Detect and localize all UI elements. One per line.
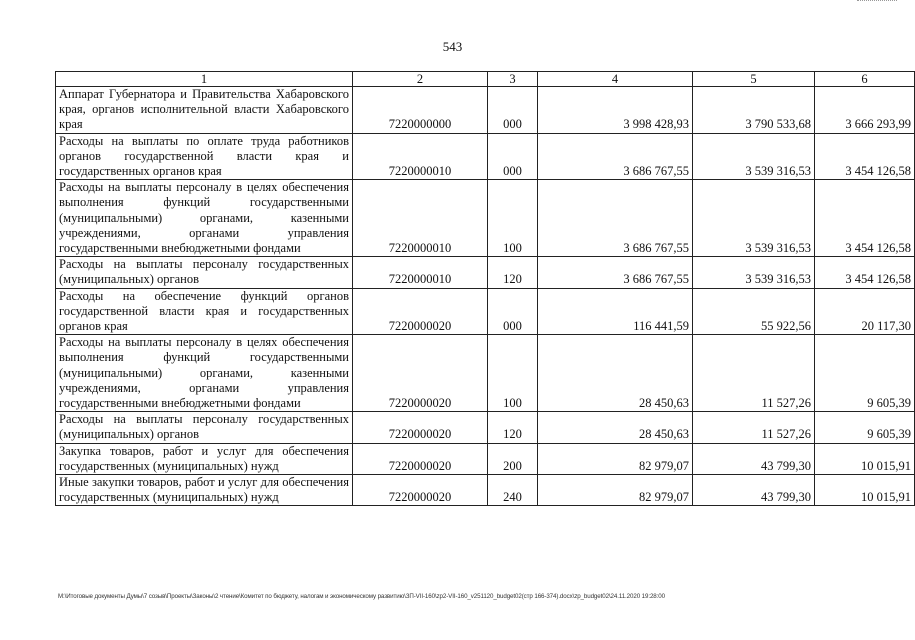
row-value-col6: 10 015,91 (815, 475, 915, 506)
row-target-code: 7220000010 (353, 133, 488, 180)
row-value-col6: 3 454 126,58 (815, 257, 915, 288)
row-value-col4: 82 979,07 (538, 475, 693, 506)
row-value-col6: 3 454 126,58 (815, 180, 915, 257)
row-value-col5: 3 539 316,53 (693, 257, 815, 288)
row-target-code: 7220000010 (353, 180, 488, 257)
row-value-col5: 3 790 533,68 (693, 87, 815, 134)
table-row (56, 288, 915, 335)
row-value-col4: 3 686 767,55 (538, 180, 693, 257)
row-target-code: 7220000000 (353, 87, 488, 134)
header-col-5: 5 (693, 72, 815, 87)
row-target-code: 7220000020 (353, 475, 488, 506)
row-value-col5: 11 527,26 (693, 412, 815, 443)
table-row (56, 475, 915, 506)
row-value-col6: 20 117,30 (815, 288, 915, 335)
row-value-col4: 3 998 428,93 (538, 87, 693, 134)
row-target-code: 7220000020 (353, 288, 488, 335)
row-value-col6: 3 666 293,99 (815, 87, 915, 134)
row-expense-type: 100 (488, 180, 538, 257)
row-target-code: 7220000020 (353, 335, 488, 412)
row-expense-type: 120 (488, 257, 538, 288)
row-expense-type: 240 (488, 475, 538, 506)
page-number: 543 (442, 39, 463, 54)
row-expense-type: 000 (488, 133, 538, 180)
table-row (56, 87, 915, 134)
row-value-col6: 9 605,39 (815, 335, 915, 412)
row-name: Расходы на выплаты по оплате труда работников органов государственной власти края и государственных органов края (56, 133, 353, 180)
document-file-path: M:\Итоговые документы Думы\7 созыв\Проекты\Законы\2 чтение\Комитет по бюджету, налогам и экономическому развитию\ЗП-VII-160\zp2-VII-160_v251120_budget02(стр 166-374).docx\zp_budget02\24.11.2020 19:28:00 (58, 593, 665, 600)
row-value-col5: 3 539 316,53 (693, 180, 815, 257)
table-row (56, 335, 915, 412)
row-value-col5: 43 799,30 (693, 475, 815, 506)
row-expense-type: 200 (488, 443, 538, 474)
row-target-code: 7220000010 (353, 257, 488, 288)
header-col-3: 3 (488, 72, 538, 87)
row-value-col6: 9 605,39 (815, 412, 915, 443)
table-row (56, 443, 915, 474)
row-name: Расходы на выплаты персоналу государственных (муниципальных) органов (56, 257, 353, 288)
row-value-col5: 43 799,30 (693, 443, 815, 474)
row-value-col6: 10 015,91 (815, 443, 915, 474)
row-value-col4: 28 450,63 (538, 335, 693, 412)
header-row (56, 72, 915, 87)
row-name: Расходы на выплаты персоналу государственных (муниципальных) органов (56, 412, 353, 443)
row-expense-type: 120 (488, 412, 538, 443)
header-col-1: 1 (56, 72, 353, 87)
row-value-col4: 3 686 767,55 (538, 133, 693, 180)
row-value-col4: 82 979,07 (538, 443, 693, 474)
header-col-6: 6 (815, 72, 915, 87)
row-target-code: 7220000020 (353, 412, 488, 443)
table-row (56, 180, 915, 257)
row-name: Закупка товаров, работ и услуг для обеспечения государственных (муниципальных) нужд (56, 443, 353, 474)
row-value-col4: 28 450,63 (538, 412, 693, 443)
row-value-col4: 116 441,59 (538, 288, 693, 335)
row-target-code: 7220000020 (353, 443, 488, 474)
row-expense-type: 000 (488, 288, 538, 335)
row-name: Расходы на выплаты персоналу в целях обеспечения выполнения функций государственными (муниципальными) органами, казенными учреждениями, органами управления государственными внебюджетными фондами (56, 335, 353, 412)
row-name: Иные закупки товаров, работ и услуг для обеспечения государственных (муниципальных) нужд (56, 475, 353, 506)
header-col-2: 2 (353, 72, 488, 87)
row-expense-type: 100 (488, 335, 538, 412)
row-value-col6: 3 454 126,58 (815, 133, 915, 180)
row-name: Расходы на выплаты персоналу в целях обеспечения выполнения функций государственными (муниципальными) органами, казенными учреждениями, органами управления государственными внебюджетными фондами (56, 180, 353, 257)
row-value-col5: 11 527,26 (693, 335, 815, 412)
row-name: Расходы на обеспечение функций органов государственной власти края и государственных органов края (56, 288, 353, 335)
row-name: Аппарат Губернатора и Правительства Хабаровского края, органов исполнительной власти Хабаровского края (56, 87, 353, 134)
row-value-col5: 3 539 316,53 (693, 133, 815, 180)
table-row (56, 412, 915, 443)
header-col-4: 4 (538, 72, 693, 87)
table-row (56, 133, 915, 180)
budget-table (55, 71, 915, 506)
row-value-col5: 55 922,56 (693, 288, 815, 335)
row-expense-type: 000 (488, 87, 538, 134)
row-value-col4: 3 686 767,55 (538, 257, 693, 288)
table-row (56, 257, 915, 288)
top-edge-mark (857, 0, 897, 1)
